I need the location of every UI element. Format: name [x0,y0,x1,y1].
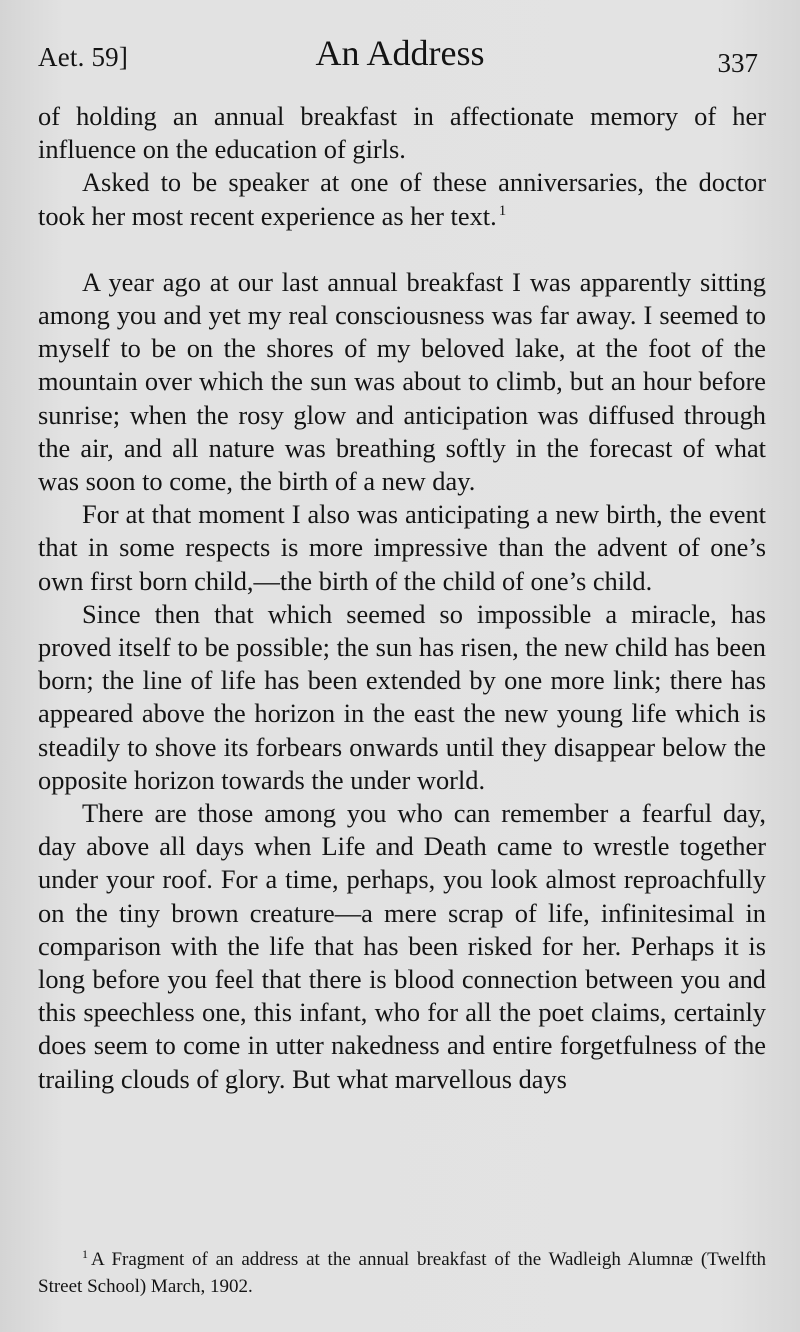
footnote-marker: 1 [82,1246,88,1261]
paragraph-fearful-day: There are those among you who can remember a fearful day, day above all days when Life and Death came to wrestle together under your roof. For a time, perhaps, you look almost reproachfully on the tiny brown creature—a mere scrap of life, infinitesimal in comparison with the life that has been risked for her. Perhaps it is long before you feel that there is blood connection between you and this speechless one, this infant, who for all the poet claims, certainly does seem to come in utter nakedness and entire forgetfulness of the trailing clouds of glory. But what marvellous days [38,798,766,1094]
paragraph-intro-text: Asked to be speaker at one of these anniversaries, the doctor took her most recent experience as her text. [38,167,766,231]
paragraph-new-birth: For at that moment I also was anticipating a new birth, the event that in some respects is more impressive than the advent of one’s own first born child,—the birth of the child of one’s child. [38,499,766,596]
footnote-reference: 1 [498,202,507,219]
footnote-text: A Fragment of an address at the annual breakfast of the Wadleigh Alumnæ (Twelfth Street School) March, 1902. [38,1249,766,1297]
body-text [38,100,766,1096]
running-head-age: Aet. 59] [38,42,129,72]
paragraph-miracle: Since then that which seemed so impossible a miracle, has proved itself to be possible; the sun has risen, the new child has been born; the line of life has been extended by one more link; there has appeared above the horizon in the east the new young life which is steadily to shove its forbears onwards until they disappear below the opposite horizon towards the under world. [38,598,766,795]
paragraph-intro [38,166,766,232]
page-number: 337 [717,48,758,78]
running-head-title: An Address [315,33,485,73]
paragraph-address-opening: A year ago at our last annual breakfast I was apparently sitting among you and yet my real consciousness was far away. I seemed to myself to be on the shores of my beloved lake, at the foot of the mountain over which the sun was about to climb, but an hour before sunrise; when the rosy glow and anticipation was diffused through the air, and all nature was breathing softly in the forecast of what was soon to come, the birth of a new day. [38,266,766,497]
paragraph-continuation: of holding an annual breakfast in affectionate memory of her influence on the education of girls. [38,101,766,165]
footnote [38,1246,766,1300]
page-header [38,28,762,84]
